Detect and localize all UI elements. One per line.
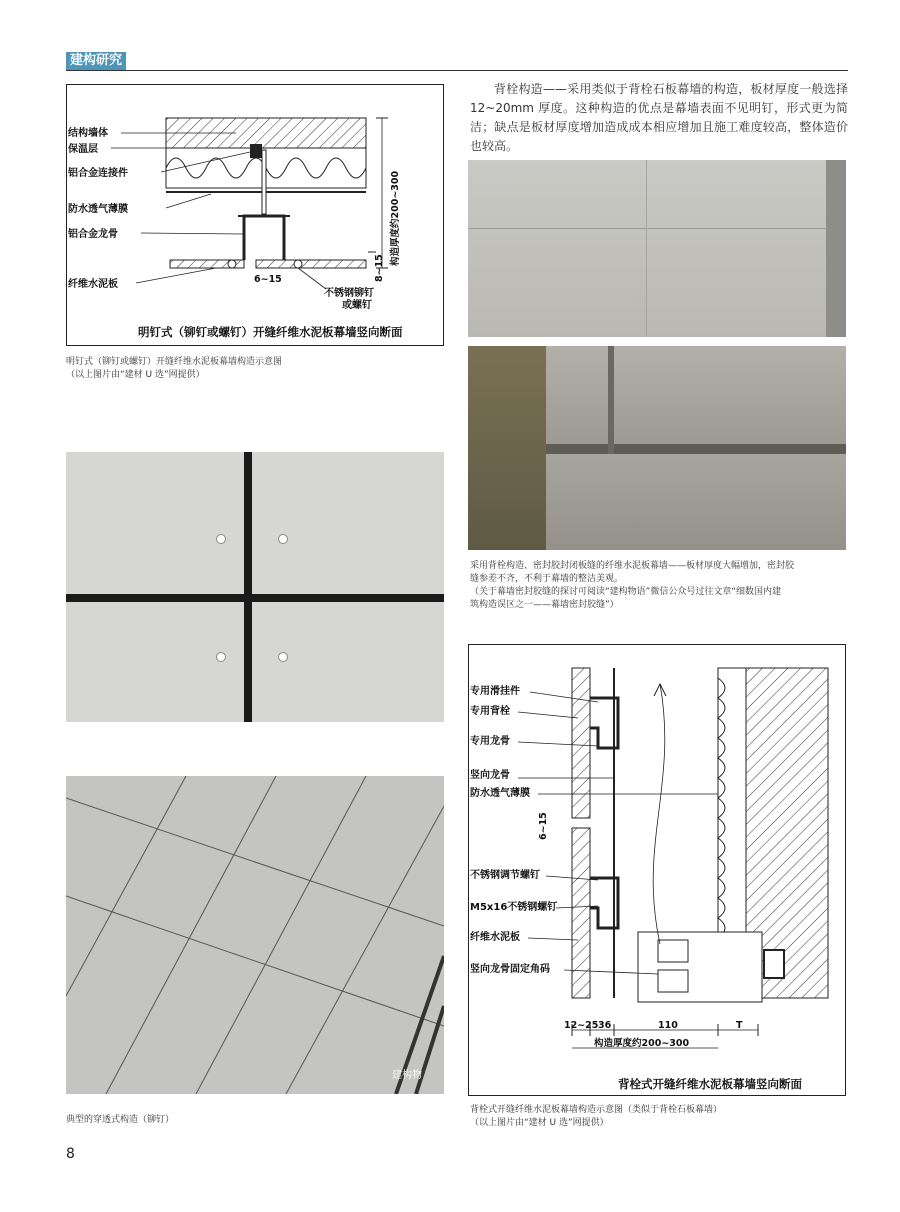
header-rule <box>66 70 848 71</box>
label-vertical-keel: 竖向龙骨 <box>470 770 510 781</box>
label-m5-screw: M5x16不锈钢螺钉 <box>470 902 558 913</box>
page-number: 8 <box>66 1146 75 1162</box>
intro-paragraph: 背栓构造——采用类似于背栓石板幕墙的构造，板材厚度一般选择 12~20mm 厚度。这种构造的优点是幕墙表面不见明钉，形式更为简洁；缺点是板材厚度增加造成成本相应增加且施工难度较高，整体造价也较高。 <box>470 82 848 153</box>
dim-depth-2: 构造厚度约200~300 <box>594 1038 690 1049</box>
label-fixing-angle: 竖向龙骨固定角码 <box>470 964 550 975</box>
caption-sealed-joint: 采用背栓构造、密封胶封闭板缝的纤维水泥板幕墙——板材厚度大幅增加，密封胶 缝参差不齐，不利于幕墙的整洁美观。 （关于幕墙密封胶缝的探讨可阅读“建构物语”微信公众号过往文章“细数国内建 筑构造误区之一——幕墙密封胶缝”） <box>470 561 795 610</box>
dim-bottom-4: T <box>736 1020 743 1031</box>
label-structure-wall: 结构墙体 <box>68 128 108 139</box>
caption-diagonal-facade: 典型的穿透式构造（铆钉） <box>66 1115 175 1125</box>
caption-diagram1: 明钉式（铆钉或螺钉）开缝纤维水泥板幕墙构造示意图 （以上图片由“建材 U 选”网提供） <box>66 357 283 380</box>
photo-back-bolt-wall <box>468 160 846 337</box>
dim-board: 8~15 <box>374 254 385 282</box>
label-slide-hanger: 专用滑挂件 <box>470 686 520 697</box>
label-membrane: 防水透气薄膜 <box>68 204 128 215</box>
label-rivet-or-screw: 或螺钉 <box>342 300 372 311</box>
back-bolt-section-diagram <box>468 644 846 1096</box>
label-keel: 铝合金龙骨 <box>68 229 118 240</box>
label-connector: 铝合金连接件 <box>68 168 128 179</box>
dim-gap: 6~15 <box>254 274 282 285</box>
dim-bottom-2: 36 <box>598 1020 612 1031</box>
watermark: 建构物 <box>392 1070 422 1081</box>
label-back-bolt: 专用背栓 <box>470 706 510 717</box>
section-title: 建构研究 <box>66 52 126 70</box>
caption-diagram2: 背栓式开缝纤维水泥板幕墙构造示意图（类似于背栓石板幕墙） （以上图片由“建材 U 选”网提供） <box>470 1105 723 1128</box>
dim-bottom-1: 12~25 <box>564 1020 599 1031</box>
photo-sealed-joint <box>468 346 846 550</box>
label-adjust-screw: 不锈钢调节螺钉 <box>470 870 540 881</box>
diagram1-title: 明钉式（铆钉或螺钉）开缝纤维水泥板幕墙竖向断面 <box>138 325 403 339</box>
label-insulation: 保温层 <box>68 144 98 155</box>
label-membrane-2: 防水透气薄膜 <box>470 788 530 799</box>
photo-riveted-panels <box>66 452 444 722</box>
dim-bottom-3: 110 <box>658 1020 678 1031</box>
label-board-2: 纤维水泥板 <box>470 932 520 943</box>
label-special-keel: 专用龙骨 <box>470 736 510 747</box>
dim-depth: 构造厚度约200~300 <box>390 170 401 266</box>
riveted-section-diagram <box>66 84 444 346</box>
label-rivet: 不锈钢铆钉 <box>324 288 374 299</box>
photo-diagonal-facade <box>66 776 444 1094</box>
dim-gap-2: 6~15 <box>538 812 549 840</box>
label-board: 纤维水泥板 <box>68 279 118 290</box>
diagram2-title: 背栓式开缝纤维水泥板幕墙竖向断面 <box>618 1077 802 1091</box>
